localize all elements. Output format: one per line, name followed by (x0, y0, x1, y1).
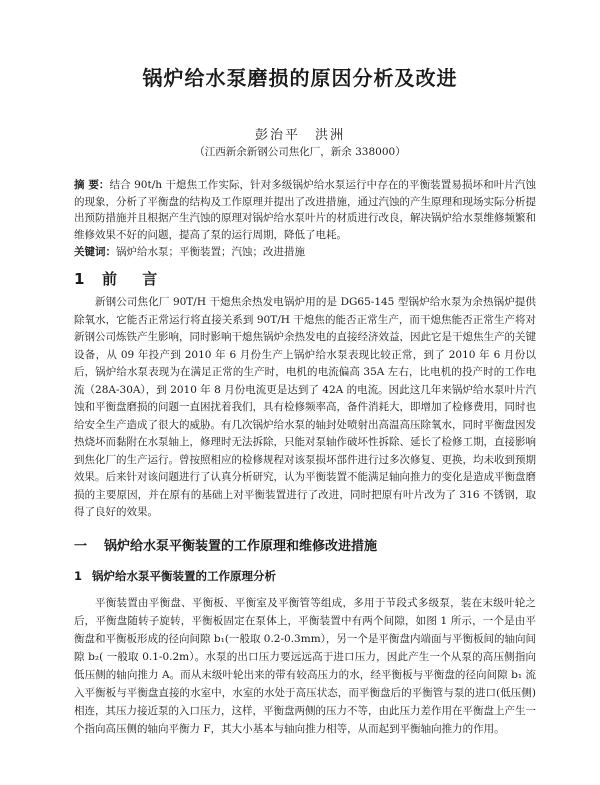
abstract-text: 结合 90t/h 干熄焦工作实际，针对多级锅炉给水泵运行中存在的平衡装置易损坏和叶片汽蚀的现象，分析了平衡盘的结构及工作原理并提出了改进措施，通过汽蚀的产生原理和现场实际分析提出预防措施并且根据产生汽蚀的原理对锅炉给水泵叶片的材质进行改良，解决锅炉给水泵维修频繁和维修效果不好的问题，提高了泵的运行周期，降低了电耗。 (74, 179, 536, 241)
introduction-body (74, 294, 536, 522)
keywords-label: 关键词： (74, 246, 116, 258)
abstract-label: 摘 要： (74, 179, 110, 191)
authors: 彭治平 洪洲 (254, 128, 345, 143)
section-title: 前 言 (102, 270, 168, 288)
section-number: 1 (74, 270, 85, 288)
working-principle-body (74, 594, 536, 738)
paper-title: 锅炉给水泵磨损的原因分析及改进 (142, 66, 458, 90)
subsection-title: 锅炉给水泵平衡装置的工作原理分析 (92, 569, 276, 583)
keywords (74, 244, 536, 260)
keywords-text: 锅炉给水泵；平衡装置；汽蚀；改进措施 (116, 246, 305, 258)
subsection-number: 1 (74, 569, 83, 583)
subsection-heading-working-principle (74, 568, 276, 584)
abstract (74, 177, 536, 243)
affiliation: （江西新余新钢公司焦化厂，新余 338000） (194, 146, 406, 158)
introduction-paragraph: 新钢公司焦化厂 90T/H 干熄焦余热发电锅炉用的是 DG65-145 型锅炉给水泵为余热锅炉提供除氧水，它能否正常运行将直接关系到 90T/H 干熄焦的能否正常生产，而干熄焦能否正常生产将对新钢公司炼铁产生影响，同时影响干熄焦锅炉余热发电的直接经济效益，因此它是干熄焦生产的关键设备，从 09 年投产到 2010 年 6 月份生产上锅炉给水泵表现比较正常，到了 2010 年 6 月份以后，锅炉给水泵表现为在满足正常的生产时，电机的电流偏高 35A 左右，比电机的投产时的工作电流（28A-30A），到 2010 年 8 月份电流更是达到了 42A 的电流。因此这几年来锅炉给水泵叶片汽蚀和平衡盘磨损的问题一直困扰着我们，具有检修频率高，备件消耗大，即增加了检修费用，同时也给安全生产造成了很大的威胁。有几次锅炉给水泵的轴封处喷射出高温高压除氧水，同时平衡盘因发热烧坏而黏附在水泵轴上，修理时无法拆除，只能对泵轴作破坏性拆除、延长了检修工期，直接影响到焦化厂的生产运行。曾按照相应的检修规程对该泵损坏部件进行过多次修复、更换，均未收到预期效果。后来针对该问题进行了认真分析研究，认为平衡装置不能满足轴向推力的变化是造成平衡盘磨损的主要原因，并在原有的基础上对平衡装置进行了改进，同时把原有叶片改为了 316 不锈钢，取得了良好的效果。 (74, 296, 536, 518)
section-number: 一 (74, 539, 88, 554)
section-title: 锅炉给水泵平衡装置的工作原理和维修改进措施 (104, 539, 378, 554)
working-principle-paragraph: 平衡装置由平衡盘、平衡板、平衡室及平衡管等组成，多用于节段式多级泵，装在末级叶轮之后，平衡盘随转子旋转，平衡板固定在泵体上，平衡装置中有两个间隙，如图 1 所示，一个是由平衡盘和平衡板形成的径向间隙 b₁(一般取 0.2-0.3mm），另一个是平衡盘内端面与平衡板间的轴向间隙 b₂( 一般取 0.1-0.2m）。水泵的出口压力要远远高于进口压力，因此产生一个从泵的高压侧指向低压侧的轴向推力 A。而从末级叶轮出来的带有较高压力的水，经平衡板与平衡盘的径向间隙 b₁ 流入平衡板与平衡盘直接的水室中，水室的水处于高压状态，而平衡盘后的平衡管与泵的进口(低压侧)相连，其压力接近泵的入口压力，这样，平衡盘两侧的压力不等，由此压力差作用在平衡盘上产生一个指向高压侧的轴向平衡力 F，其大小基本与轴向推力相等，从而起到平衡轴向推力的作用。 (74, 597, 536, 735)
section-heading-balance-device (74, 535, 377, 554)
section-heading-introduction (74, 268, 167, 289)
